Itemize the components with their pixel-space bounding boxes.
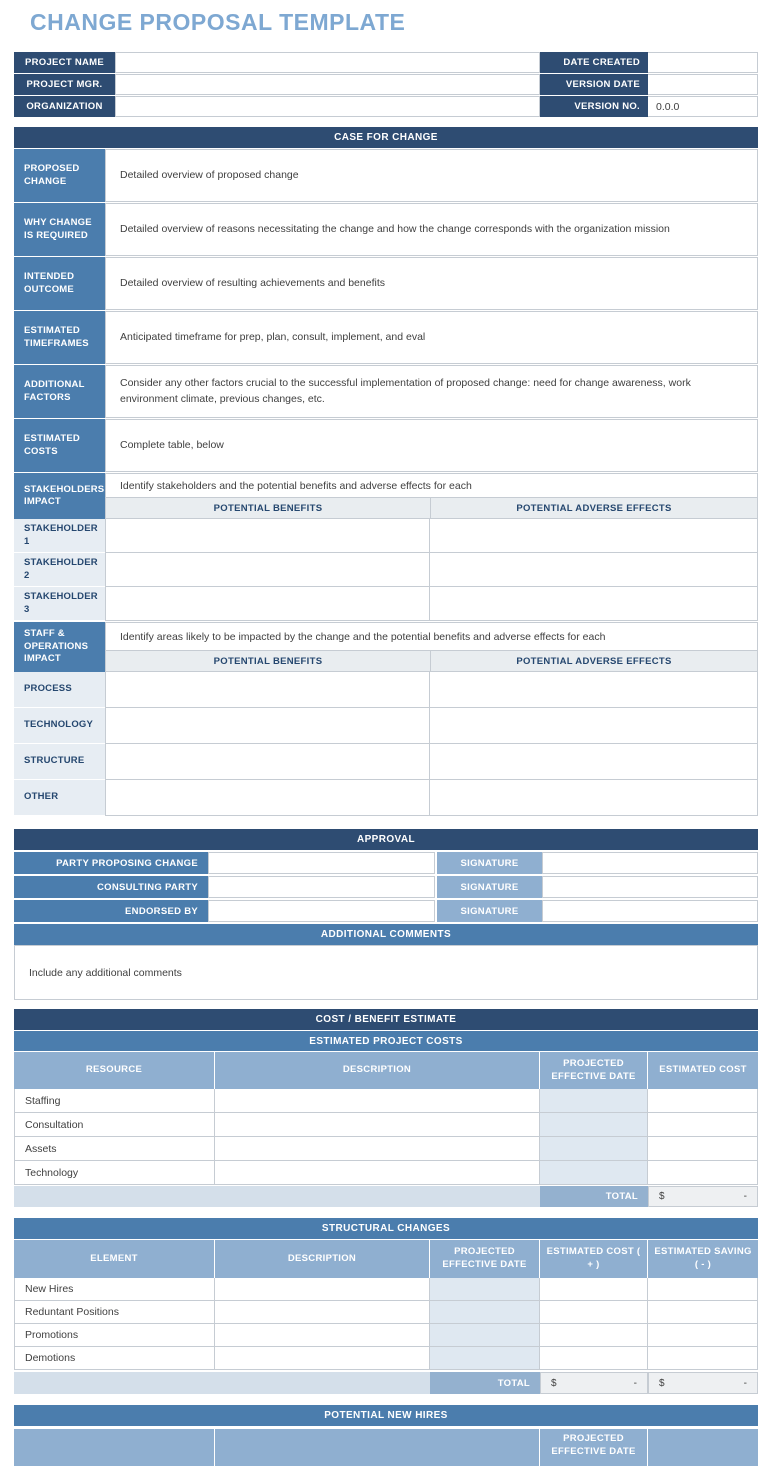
estimated-costs-field[interactable]: Complete table, below bbox=[105, 419, 758, 472]
estimated-costs-row bbox=[14, 419, 758, 472]
process-benefits-cell[interactable] bbox=[105, 672, 430, 708]
redundant-positions-description-cell[interactable] bbox=[215, 1301, 430, 1324]
cost-total-amount: - bbox=[633, 1377, 637, 1389]
date-created-field[interactable] bbox=[648, 52, 758, 73]
new-hires-saving-cell[interactable] bbox=[648, 1278, 758, 1301]
stakeholder-1-adverse-cell[interactable] bbox=[430, 519, 758, 553]
stakeholder-3-row bbox=[14, 587, 758, 621]
project-costs-column-headers bbox=[14, 1052, 758, 1089]
additional-factors-label: ADDITIONAL FACTORS bbox=[14, 365, 105, 418]
additional-factors-field[interactable]: Consider any other factors crucial to the successful implementation of proposed change: need for change awareness, work environment climate, previous changes, etc. bbox=[105, 365, 758, 418]
new-hires-row bbox=[14, 1278, 758, 1301]
endorsed-by-signature-label: SIGNATURE bbox=[437, 900, 542, 922]
assets-row bbox=[14, 1137, 758, 1161]
total-amount: - bbox=[743, 1191, 747, 1202]
estimated-timeframes-label: ESTIMATED TIMEFRAMES bbox=[14, 311, 105, 364]
stakeholders-adverse-header: POTENTIAL ADVERSE EFFECTS bbox=[430, 497, 758, 519]
date-created-label: DATE CREATED bbox=[540, 52, 648, 73]
staffing-row bbox=[14, 1089, 758, 1113]
promotions-row bbox=[14, 1324, 758, 1347]
structural-changes-total-row bbox=[14, 1372, 758, 1394]
project-name-label: PROJECT NAME bbox=[14, 52, 115, 73]
estimated-timeframes-field[interactable]: Anticipated timeframe for prep, plan, consult, implement, and eval bbox=[105, 311, 758, 364]
project-costs-total-row bbox=[14, 1186, 758, 1207]
promotions-description-cell[interactable] bbox=[215, 1324, 430, 1347]
other-row bbox=[14, 780, 758, 816]
structure-row bbox=[14, 744, 758, 780]
version-no-label: VERSION NO. bbox=[540, 96, 648, 117]
consulting-party-signature-label: SIGNATURE bbox=[437, 876, 542, 898]
project-mgr-field[interactable] bbox=[115, 74, 540, 95]
endorsed-by-label: ENDORSED BY bbox=[14, 900, 208, 922]
staff-ops-benefits-header: POTENTIAL BENEFITS bbox=[105, 650, 430, 672]
intended-outcome-label: INTENDED OUTCOME bbox=[14, 257, 105, 310]
technology-benefits-cell[interactable] bbox=[105, 708, 430, 744]
staffing-date-cell[interactable] bbox=[540, 1089, 648, 1113]
consulting-party-field[interactable] bbox=[208, 876, 435, 898]
assets-description-cell[interactable] bbox=[215, 1137, 540, 1161]
staff-ops-impact-label: STAFF & OPERATIONS IMPACT bbox=[14, 622, 105, 672]
staff-ops-adverse-header: POTENTIAL ADVERSE EFFECTS bbox=[430, 650, 758, 672]
staffing-description-cell[interactable] bbox=[215, 1089, 540, 1113]
party-proposing-signature-label: SIGNATURE bbox=[437, 852, 542, 874]
new-hires-label: New Hires bbox=[14, 1278, 215, 1301]
endorsed-by-field[interactable] bbox=[208, 900, 435, 922]
staff-ops-subheader bbox=[105, 650, 758, 672]
project-costs-total-value bbox=[648, 1186, 758, 1207]
info-row-2 bbox=[14, 74, 758, 95]
additional-comments-field[interactable]: Include any additional comments bbox=[14, 945, 758, 1000]
project-costs-total-label: TOTAL bbox=[540, 1186, 648, 1207]
staffing-label: Staffing bbox=[14, 1089, 215, 1113]
currency-symbol: $ bbox=[551, 1377, 557, 1389]
proposed-change-label: PROPOSED CHANGE bbox=[14, 149, 105, 202]
other-label: OTHER bbox=[14, 780, 105, 816]
stakeholder-1-row bbox=[14, 519, 758, 553]
other-adverse-cell[interactable] bbox=[430, 780, 758, 816]
party-proposing-signature-field[interactable] bbox=[542, 852, 758, 874]
project-mgr-label: PROJECT MGR. bbox=[14, 74, 115, 95]
redundant-positions-row bbox=[14, 1301, 758, 1324]
page-title: CHANGE PROPOSAL TEMPLATE bbox=[30, 9, 406, 35]
demotions-row bbox=[14, 1347, 758, 1370]
technology-label: TECHNOLOGY bbox=[14, 708, 105, 744]
project-costs-total-band bbox=[14, 1186, 540, 1207]
version-date-field[interactable] bbox=[648, 74, 758, 95]
stakeholders-impact-label: STAKEHOLDERS IMPACT bbox=[14, 473, 105, 519]
projected-date-column-header: PROJECTED EFFECTIVE DATE bbox=[540, 1052, 648, 1089]
currency-symbol: $ bbox=[659, 1191, 665, 1202]
consultation-description-cell[interactable] bbox=[215, 1113, 540, 1137]
proposed-change-field[interactable]: Detailed overview of proposed change bbox=[105, 149, 758, 202]
redundant-positions-label: Reduntant Positions bbox=[14, 1301, 215, 1324]
approval-header: APPROVAL bbox=[14, 829, 758, 850]
estimated-cost-column-header: ESTIMATED COST bbox=[648, 1052, 758, 1089]
promotions-label: Promotions bbox=[14, 1324, 215, 1347]
stakeholder-3-label: STAKEHOLDER 3 bbox=[14, 587, 105, 621]
intended-outcome-field[interactable]: Detailed overview of resulting achievements and benefits bbox=[105, 257, 758, 310]
technology-row bbox=[14, 708, 758, 744]
stakeholders-impact-head bbox=[14, 473, 758, 519]
stakeholder-2-benefits-cell[interactable] bbox=[105, 553, 430, 587]
stakeholder-2-row bbox=[14, 553, 758, 587]
promotions-date-cell[interactable] bbox=[430, 1324, 540, 1347]
currency-symbol: $ bbox=[659, 1377, 665, 1389]
stakeholder-3-benefits-cell[interactable] bbox=[105, 587, 430, 621]
sc-estimated-cost-column-header: ESTIMATED COST ( + ) bbox=[540, 1240, 648, 1278]
additional-factors-row bbox=[14, 365, 758, 418]
pnh-column-4 bbox=[648, 1429, 758, 1466]
organization-field[interactable] bbox=[115, 96, 540, 117]
new-hires-cost-cell[interactable] bbox=[540, 1278, 648, 1301]
demotions-saving-cell[interactable] bbox=[648, 1347, 758, 1370]
stakeholder-1-benefits-cell[interactable] bbox=[105, 519, 430, 553]
description-column-header: DESCRIPTION bbox=[215, 1052, 540, 1089]
redundant-positions-cost-cell[interactable] bbox=[540, 1301, 648, 1324]
consulting-party-label: CONSULTING PARTY bbox=[14, 876, 208, 898]
structural-total-label: TOTAL bbox=[430, 1372, 540, 1394]
project-info-table bbox=[14, 52, 758, 117]
why-change-row bbox=[14, 203, 758, 256]
stakeholders-impact-right bbox=[105, 473, 758, 519]
estimated-costs-label: ESTIMATED COSTS bbox=[14, 419, 105, 472]
structural-cost-total-value bbox=[540, 1372, 648, 1394]
additional-comments-header: ADDITIONAL COMMENTS bbox=[14, 924, 758, 945]
redundant-positions-saving-cell[interactable] bbox=[648, 1301, 758, 1324]
process-label: PROCESS bbox=[14, 672, 105, 708]
cost-benefit-header: COST / BENEFIT ESTIMATE bbox=[14, 1009, 758, 1030]
intended-outcome-row bbox=[14, 257, 758, 310]
technology-cost-row bbox=[14, 1161, 758, 1185]
structural-changes-header: STRUCTURAL CHANGES bbox=[14, 1218, 758, 1239]
project-name-field[interactable] bbox=[115, 52, 540, 73]
other-benefits-cell[interactable] bbox=[105, 780, 430, 816]
consultation-date-cell[interactable] bbox=[540, 1113, 648, 1137]
promotions-saving-cell[interactable] bbox=[648, 1324, 758, 1347]
stakeholders-instruction: Identify stakeholders and the potential benefits and adverse effects for each bbox=[105, 473, 758, 497]
party-proposing-row bbox=[14, 852, 758, 874]
structure-benefits-cell[interactable] bbox=[105, 744, 430, 780]
demotions-cost-cell[interactable] bbox=[540, 1347, 648, 1370]
potential-new-hires-column-headers-partial bbox=[14, 1429, 758, 1457]
estimated-timeframes-row bbox=[14, 311, 758, 364]
process-row bbox=[14, 672, 758, 708]
potential-new-hires-header: POTENTIAL NEW HIRES bbox=[14, 1405, 758, 1426]
proposed-change-row bbox=[14, 149, 758, 202]
party-proposing-field[interactable] bbox=[208, 852, 435, 874]
technology-adverse-cell[interactable] bbox=[430, 708, 758, 744]
endorsed-by-signature-field[interactable] bbox=[542, 900, 758, 922]
staff-ops-impact-head bbox=[14, 622, 758, 672]
stakeholder-2-label: STAKEHOLDER 2 bbox=[14, 553, 105, 587]
why-change-label: WHY CHANGE IS REQUIRED bbox=[14, 203, 105, 256]
organization-label: ORGANIZATION bbox=[14, 96, 115, 117]
sc-description-column-header: DESCRIPTION bbox=[215, 1240, 430, 1278]
party-proposing-label: PARTY PROPOSING CHANGE bbox=[14, 852, 208, 874]
structural-total-band bbox=[14, 1372, 430, 1394]
element-column-header: ELEMENT bbox=[14, 1240, 215, 1278]
stakeholders-subheader bbox=[105, 497, 758, 519]
new-hires-description-cell[interactable] bbox=[215, 1278, 430, 1301]
structure-adverse-cell[interactable] bbox=[430, 744, 758, 780]
stakeholder-3-adverse-cell[interactable] bbox=[430, 587, 758, 621]
staff-ops-instruction: Identify areas likely to be impacted by the change and the potential benefits and adverse effects for each bbox=[105, 622, 758, 650]
assets-date-cell[interactable] bbox=[540, 1137, 648, 1161]
demotions-description-cell[interactable] bbox=[215, 1347, 430, 1370]
sc-estimated-saving-column-header: ESTIMATED SAVING ( - ) bbox=[648, 1240, 758, 1278]
consultation-cost-cell[interactable] bbox=[648, 1113, 758, 1137]
consultation-label: Consultation bbox=[14, 1113, 215, 1137]
technology-cost-label: Technology bbox=[14, 1161, 215, 1185]
stakeholders-benefits-header: POTENTIAL BENEFITS bbox=[105, 497, 430, 519]
sc-projected-date-column-header: PROJECTED EFFECTIVE DATE bbox=[430, 1240, 540, 1278]
stakeholder-2-adverse-cell[interactable] bbox=[430, 553, 758, 587]
structural-saving-total-value bbox=[648, 1372, 758, 1394]
resource-column-header: RESOURCE bbox=[14, 1052, 215, 1089]
stakeholder-1-label: STAKEHOLDER 1 bbox=[14, 519, 105, 553]
info-row-1 bbox=[14, 52, 758, 73]
staff-ops-impact-right bbox=[105, 622, 758, 672]
info-row-3 bbox=[14, 96, 758, 117]
promotions-cost-cell[interactable] bbox=[540, 1324, 648, 1347]
consulting-party-signature-field[interactable] bbox=[542, 876, 758, 898]
consultation-row bbox=[14, 1113, 758, 1137]
assets-label: Assets bbox=[14, 1137, 215, 1161]
pnh-projected-date-column-header: PROJECTED EFFECTIVE DATE bbox=[540, 1429, 648, 1466]
version-date-label: VERSION DATE bbox=[540, 74, 648, 95]
technology-date-cell[interactable] bbox=[540, 1161, 648, 1185]
demotions-label: Demotions bbox=[14, 1347, 215, 1370]
redundant-positions-date-cell[interactable] bbox=[430, 1301, 540, 1324]
new-hires-date-cell[interactable] bbox=[430, 1278, 540, 1301]
case-for-change-header: CASE FOR CHANGE bbox=[14, 127, 758, 148]
structural-changes-column-headers bbox=[14, 1240, 758, 1278]
consulting-party-row bbox=[14, 876, 758, 898]
process-adverse-cell[interactable] bbox=[430, 672, 758, 708]
technology-cost-cell[interactable] bbox=[648, 1161, 758, 1185]
staffing-cost-cell[interactable] bbox=[648, 1089, 758, 1113]
endorsed-by-row bbox=[14, 900, 758, 922]
estimated-project-costs-header: ESTIMATED PROJECT COSTS bbox=[14, 1031, 758, 1051]
assets-cost-cell[interactable] bbox=[648, 1137, 758, 1161]
structure-label: STRUCTURE bbox=[14, 744, 105, 780]
version-no-field[interactable]: 0.0.0 bbox=[648, 96, 758, 117]
demotions-date-cell[interactable] bbox=[430, 1347, 540, 1370]
why-change-field[interactable]: Detailed overview of reasons necessitating the change and how the change corresponds with the organization mission bbox=[105, 203, 758, 256]
technology-description-cell[interactable] bbox=[215, 1161, 540, 1185]
pnh-column-1 bbox=[14, 1429, 215, 1466]
pnh-column-2 bbox=[215, 1429, 540, 1466]
saving-total-amount: - bbox=[743, 1377, 747, 1389]
